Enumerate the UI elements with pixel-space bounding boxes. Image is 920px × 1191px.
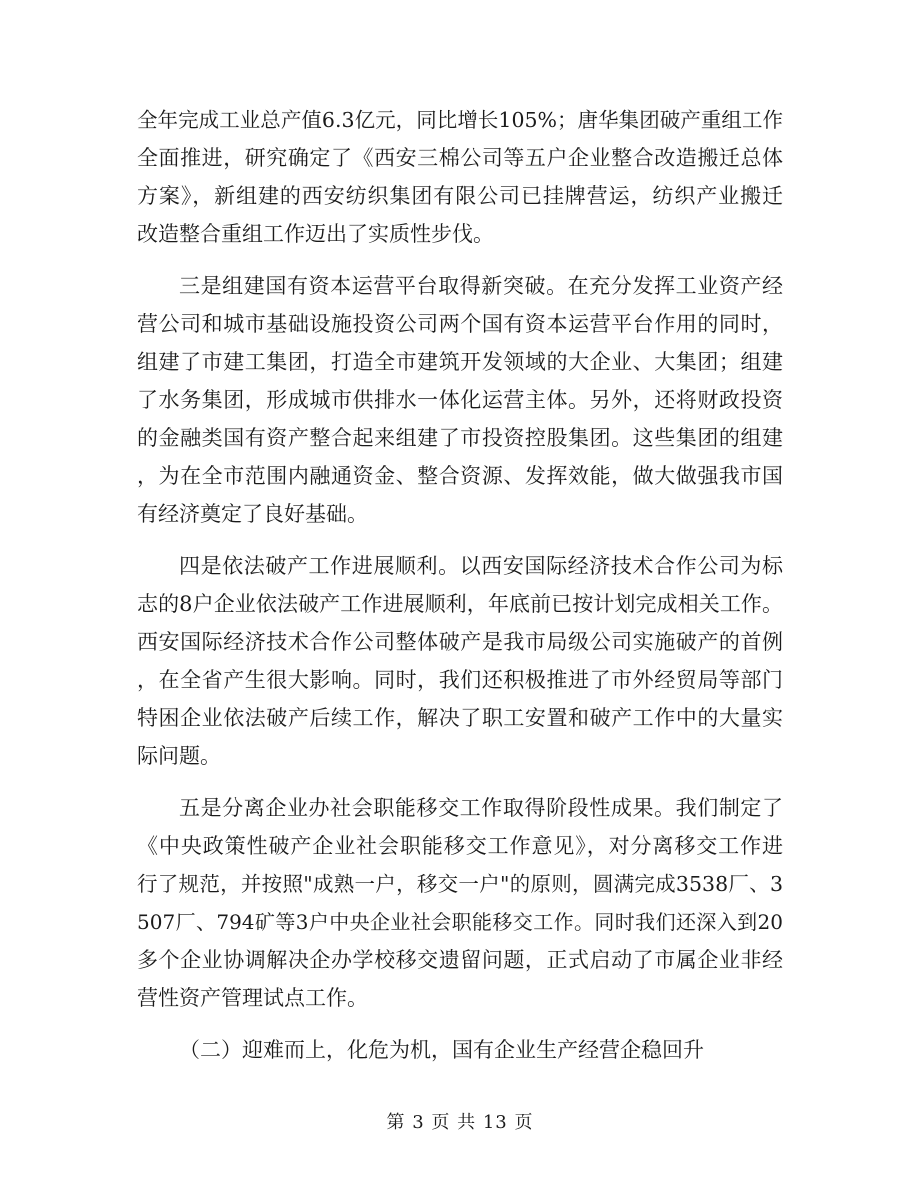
text-line: 行了规范，并按照"成熟一户，移交一户"的原则，圆满完成3538厂、3: [137, 872, 783, 896]
text-line: 西安国际经济技术合作公司整体破产是我市局级公司实施破产的首例: [137, 630, 783, 654]
text-line: 五是分离企业办社会职能移交工作取得阶段性成果。我们制定了: [179, 796, 783, 820]
text-line: 组建了市建工集团，打造全市建筑开发领域的大企业、大集团；组建: [137, 350, 783, 374]
text-line: 全面推进，研究确定了《西安三棉公司等五户企业整合改造搬迁总体: [137, 146, 783, 170]
text-line: 特困企业依法破产后续工作，解决了职工安置和破产工作中的大量实: [137, 706, 783, 730]
text-line: 多个企业协调解决企办学校移交遗留问题，正式启动了市属企业非经: [137, 948, 783, 972]
paragraph-gap: [137, 775, 783, 789]
text-line: ，为在全市范围内融通资金、整合资源、发挥效能，做大做强我市国: [137, 464, 783, 488]
text-line: 方案》，新组建的西安纺织集团有限公司已挂牌营运，纺织产业搬迁: [137, 184, 783, 208]
text-line: ，在全省产生很大影响。同时，我们还积极推进了市外经贸局等部门: [137, 668, 783, 692]
text-line: 四是依法破产工作进展顺利。以西安国际经济技术合作公司为标: [179, 554, 783, 578]
text-line: 际问题。: [137, 744, 221, 768]
text-line: 营性资产管理试点工作。: [137, 986, 368, 1010]
text-line: 三是组建国有资本运营平台取得新突破。在充分发挥工业资产经: [179, 274, 783, 298]
text-line: 有经济奠定了良好基础。: [137, 502, 368, 526]
paragraph: [137, 1031, 783, 1069]
paragraph: [137, 101, 783, 253]
page-number-footer: 第 3 页 共 13 页: [386, 1112, 534, 1133]
text-line: 《中央政策性破产企业社会职能移交工作意见》，对分离移交工作进: [137, 834, 783, 858]
text-line: 志的8户企业依法破产工作进展顺利，年底前已按计划完成相关工作。: [137, 592, 783, 616]
text-line: （二）迎难而上，化危为机，国有企业生产经营企稳回升: [179, 1038, 704, 1062]
text-line: 了水务集团，形成城市供排水一体化运营主体。另外，还将财政投资: [137, 388, 783, 412]
paragraph: [137, 547, 783, 775]
text-line: 营公司和城市基础设施投资公司两个国有资本运营平台作用的同时，: [137, 312, 783, 336]
paragraph-gap: [137, 253, 783, 267]
text-line: 改造整合重组工作迈出了实质性步伐。: [137, 222, 494, 246]
text-line: 全年完成工业总产值6.3亿元，同比增长105%；唐华集团破产重组工作: [137, 108, 783, 132]
text-line: 507厂、794矿等3户中央企业社会职能移交工作。同时我们还深入到20: [137, 910, 783, 934]
paragraph: [137, 267, 783, 533]
paragraph-gap: [137, 1017, 783, 1031]
paragraph: [137, 789, 783, 1017]
paragraph-gap: [137, 533, 783, 547]
document-body: [137, 101, 783, 1069]
text-line: 的金融类国有资产整合起来组建了市投资控股集团。这些集团的组建: [137, 426, 783, 450]
